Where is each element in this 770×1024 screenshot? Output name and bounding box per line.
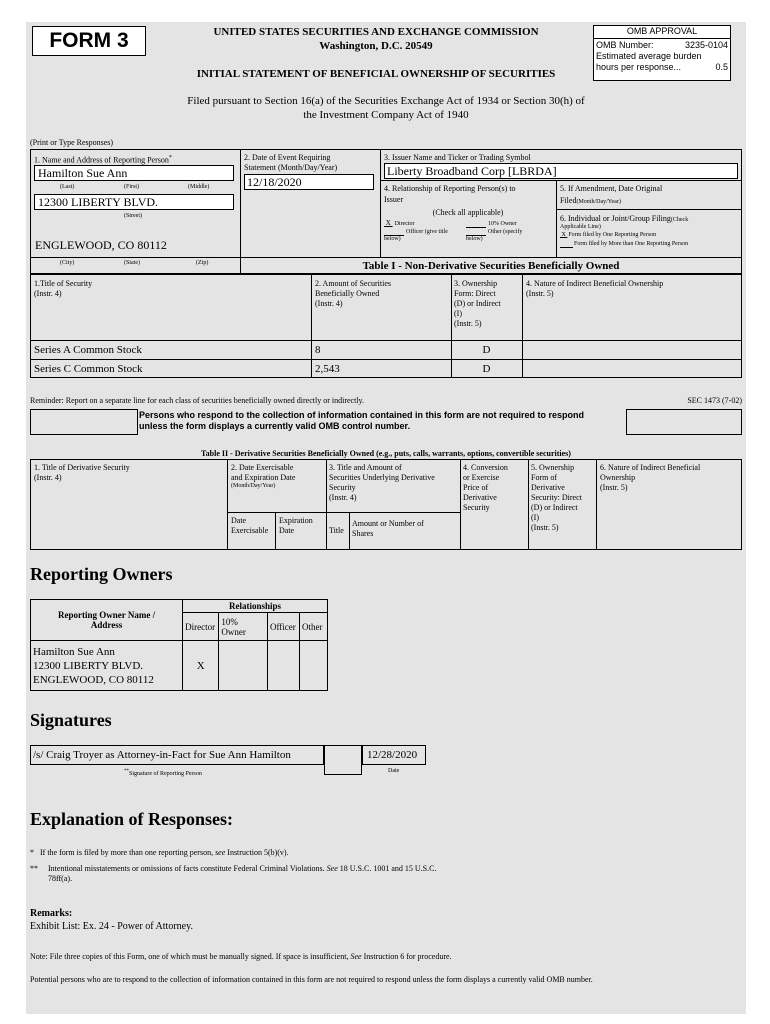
ten-pct-col-header: 10% Owner bbox=[219, 613, 268, 641]
relationships-header: Relationships bbox=[183, 600, 328, 613]
box2-label-line2: Statement (Month/Day/Year) bbox=[244, 163, 338, 172]
reporting-person-street: 12300 LIBERTY BLVD. bbox=[34, 194, 234, 210]
officer-col-header: Officer bbox=[267, 613, 299, 641]
table2-col3-sub1: Title bbox=[329, 526, 344, 535]
street-label: (Street) bbox=[124, 213, 142, 219]
table-cell-amount: 2,543 bbox=[315, 363, 340, 375]
explanation-heading: Explanation of Responses: bbox=[30, 809, 234, 829]
reporting-owners-heading: Reporting Owners bbox=[30, 564, 173, 584]
reminder-text: Reminder: Report on a separate line for each class of securities beneficially owned directly or indirectly. bbox=[30, 396, 365, 405]
signature-text: /s/ Craig Troyer as Attorney-in-Fact for Sue Ann Hamilton bbox=[33, 749, 291, 761]
table2-col2-sub2: Expiration Date bbox=[279, 516, 313, 535]
middle-label: (Middle) bbox=[188, 184, 210, 190]
reporting-person-city-state-zip: ENGLEWOOD, CO 80112 bbox=[35, 238, 167, 252]
owner-name-address: Hamilton Sue Ann 12300 LIBERTY BLVD. ENGLEWOOD, CO 80112 bbox=[31, 641, 183, 691]
table2-col5-header: 5. Ownership Form of Derivative Security: Direct (D) or Indirect (I) (Instr. 5) bbox=[531, 463, 582, 532]
table2-col4-header: 4. Conversion or Exercise Price of Derivative Security bbox=[463, 463, 508, 512]
agency-name: UNITED STATES SECURITIES AND EXCHANGE COMMISSION bbox=[213, 26, 539, 38]
filed-pursuant-line1: Filed pursuant to Section 16(a) of the Securities Exchange Act of 1934 or Section 30(h) of bbox=[187, 95, 585, 107]
signatures-heading: Signatures bbox=[30, 710, 112, 730]
table2-col2-sub1: Date Exercisable bbox=[231, 516, 269, 535]
table1-col2-header: 2. Amount of Securities Beneficially Owned (Instr. 4) bbox=[315, 279, 391, 308]
table1-col1-header: 1.Title of Security (Instr. 4) bbox=[34, 279, 93, 298]
box5-label-line2: Filed(Month/Day/Year) bbox=[560, 196, 621, 205]
box5-label: 5. If Amendment, Date Original bbox=[560, 184, 663, 193]
omb-number-value: 3235-0104 bbox=[684, 40, 728, 50]
officer-below: below) bbox=[384, 236, 401, 242]
print-or-type: (Print or Type Responses) bbox=[30, 138, 114, 147]
table-cell-amount: 8 bbox=[315, 344, 321, 356]
box4-label-line2: Issuer bbox=[384, 195, 404, 204]
remarks-text: Exhibit List: Ex. 24 - Power of Attorney. bbox=[30, 921, 193, 932]
agency-location: Washington, D.C. 20549 bbox=[319, 40, 433, 52]
note-2-text: Intentional misstatements or omissions of facts constitute Federal Criminal Violations. See 18 U.S.C. 1001 and 15 U.S.C. 78ff(a). bbox=[48, 864, 437, 883]
omb-burden-line1: Estimated average burden bbox=[596, 51, 702, 61]
signature-spacer-box bbox=[324, 745, 362, 775]
state-label: (State) bbox=[124, 260, 140, 266]
omb-approval-box bbox=[593, 25, 731, 81]
table1-col4-header: 4. Nature of Indirect Beneficial Ownership (Instr. 5) bbox=[526, 279, 664, 298]
table-row: Series C Common Stock bbox=[34, 363, 143, 375]
event-date-value: 12/18/2020 bbox=[244, 174, 374, 190]
box6-label: 6. Individual or Joint/Group Filing(Check bbox=[560, 214, 689, 223]
other-checkbox[interactable]: Other (specify bbox=[466, 228, 523, 236]
potential-persons-note: Potential persons who are to respond to the collection of information contained in this form are not required to respond unless the form displays a currently valid OMB number. bbox=[30, 975, 593, 984]
form-page bbox=[26, 22, 746, 1014]
single-filer-option[interactable]: X Form filed by One Reporting Person bbox=[561, 232, 657, 238]
table2-title: Table II - Derivative Securities Beneficially Owned (e.g., puts, calls, warrants, options, convertible securities) bbox=[201, 449, 571, 458]
group-filer-option[interactable]: Form filed by More than One Reporting Person bbox=[560, 240, 688, 248]
signature-box bbox=[30, 745, 324, 765]
signature-date: 12/28/2020 bbox=[367, 749, 418, 761]
sec-number: SEC 1473 (7-02) bbox=[687, 396, 742, 405]
table1-col3-header: 3. Ownership Form: Direct (D) or Indirect (I) (Instr. 5) bbox=[454, 279, 501, 328]
reminder-left-box bbox=[30, 409, 138, 435]
table2-col2-header: 2. Date Exercisable and Expiration Date (Month/Day/Year) bbox=[231, 463, 296, 489]
box1-label: 1. Name and Address of Reporting Person* bbox=[34, 155, 172, 165]
issuer-name-value: Liberty Broadband Corp [LBRDA] bbox=[384, 163, 738, 179]
city-label: (City) bbox=[60, 260, 75, 266]
form-label: FORM 3 bbox=[32, 26, 146, 56]
other-col-header: Other bbox=[300, 613, 328, 641]
last-label: (Last) bbox=[60, 184, 75, 190]
reporting-owners-table bbox=[30, 599, 328, 691]
owner-name-header: Reporting Owner Name / Address bbox=[31, 600, 183, 641]
table-row: Series A Common Stock bbox=[34, 344, 142, 356]
officer-checkbox[interactable]: Officer (give title bbox=[384, 228, 448, 236]
table2-col6-header: 6. Nature of Indirect Beneficial Ownership (Instr. 5) bbox=[600, 463, 701, 492]
omb-burden-value: 0.5 bbox=[715, 62, 728, 72]
first-label: (First) bbox=[124, 184, 139, 190]
reminder-right-box bbox=[626, 409, 742, 435]
note-file-copies: Note: File three copies of this Form, one of which must be manually signed. If space is insufficient, See Instruction 6 for procedure. bbox=[30, 952, 452, 961]
omb-title: OMB APPROVAL bbox=[594, 26, 730, 39]
note-1: * If the form is filed by more than one reporting person, see Instruction 5(b)(v). bbox=[30, 848, 289, 857]
owner-director-mark: X bbox=[183, 641, 219, 691]
table2-col3-sub2: Amount or Number of Shares bbox=[352, 519, 424, 538]
signature-date-box bbox=[362, 745, 426, 765]
box6-label-line2: Applicable Line) bbox=[560, 224, 601, 230]
box3-label: 3. Issuer Name and Ticker or Trading Symbol bbox=[384, 153, 531, 162]
table2-col1-header: 1. Title of Derivative Security (Instr. 4) bbox=[34, 463, 130, 482]
omb-number-label: OMB Number: bbox=[596, 40, 654, 50]
zip-label: (Zip) bbox=[196, 260, 209, 266]
box4-check-all: (Check all applicable) bbox=[432, 208, 504, 217]
date-label: Date bbox=[388, 768, 400, 774]
persons-notice: Persons who respond to the collection of information contained in this form are not required to respond unless the form displays a currently valid OMB control number. bbox=[139, 410, 585, 431]
omb-burden-line2: hours per response... bbox=[596, 62, 682, 72]
reporting-person-name: Hamilton Sue Ann bbox=[34, 165, 234, 181]
table1-title: Table I - Non-Derivative Securities Beneficially Owned bbox=[362, 260, 620, 272]
table-cell-form: D bbox=[482, 363, 491, 375]
box2-label-line1: 2. Date of Event Requiring bbox=[244, 153, 331, 162]
table2-col3-header: 3. Title and Amount of Securities Underlying Derivative Security (Instr. 4) bbox=[329, 463, 435, 502]
note-2: ** bbox=[30, 864, 38, 873]
other-below: below) bbox=[466, 236, 483, 242]
director-checkbox[interactable]: X Director bbox=[385, 219, 415, 227]
remarks-heading: Remarks: bbox=[30, 908, 73, 919]
signature-label: **Signature of Reporting Person bbox=[124, 769, 202, 777]
table-cell-form: D bbox=[482, 344, 491, 356]
filed-pursuant-line2: the Investment Company Act of 1940 bbox=[303, 109, 469, 121]
box4-label-line1: 4. Relationship of Reporting Person(s) to bbox=[384, 184, 516, 193]
director-col-header: Director bbox=[183, 613, 219, 641]
ten-pct-owner-checkbox[interactable]: 10% Owner bbox=[466, 220, 517, 228]
statement-title: INITIAL STATEMENT OF BENEFICIAL OWNERSHIP OF SECURITIES bbox=[196, 68, 556, 80]
